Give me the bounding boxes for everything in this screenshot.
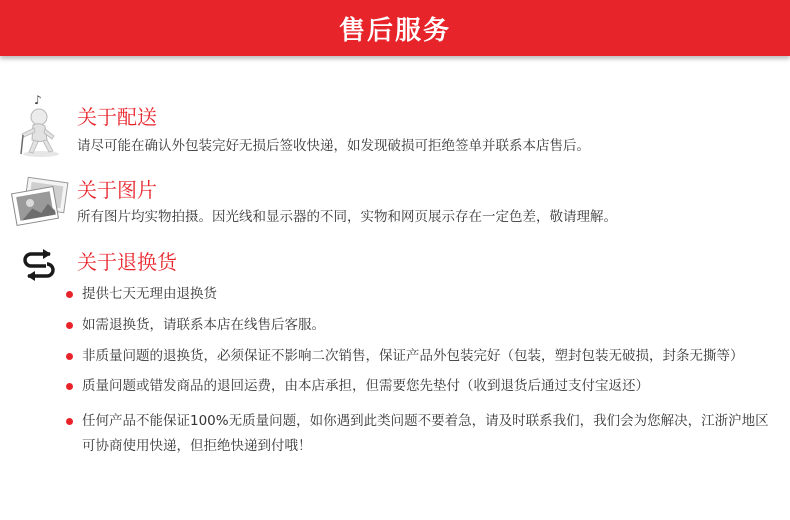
list-item: 质量问题或错发商品的退回运费，由本店承担，但需要您先垫付（收到退货后通过支付宝返还） [66, 374, 776, 399]
svg-text:♪: ♪ [34, 93, 42, 107]
photos-icon [10, 176, 72, 228]
section-title-returns: 关于退换货 [77, 250, 177, 274]
bullet-dot-icon [66, 383, 73, 390]
return-policy-list [66, 282, 776, 459]
list-item: 提供七天无理由退换货 [66, 282, 776, 307]
person-moving-box-icon [12, 92, 70, 158]
exchange-arrows-icon [20, 248, 58, 282]
list-item: 如需退换货，请联系本店在线售后客服。 [66, 313, 776, 338]
header-banner [0, 0, 790, 56]
bullet-dot-icon [66, 418, 73, 425]
section-text-delivery: 请尽可能在确认外包装完好无损后签收快递，如发现破损可拒绝签单并联系本店售后。 [77, 138, 590, 154]
section-title-delivery: 关于配送 [77, 105, 157, 129]
bullet-dot-icon [66, 291, 73, 298]
list-item: 任何产品不能保证100%无质量问题，如你遇到此类问题不要着急，请及时联系我们，我们会为您解决，江浙沪地区可协商使用快递，但拒绝快递到付哦！ [66, 409, 776, 459]
bullet-dot-icon [66, 353, 73, 360]
page-title: 售后服务 [338, 15, 451, 46]
section-text-photos: 所有图片均实物拍摄。因光线和显示器的不同，实物和网页展示存在一定色差，敬请理解。 [77, 209, 617, 225]
section-title-photos: 关于图片 [77, 178, 157, 202]
bullet-dot-icon [66, 322, 73, 329]
list-item: 非质量问题的退换货，必须保证不影响二次销售，保证产品外包装完好（包装，塑封包装无破损，封条无撕等） [66, 344, 776, 369]
